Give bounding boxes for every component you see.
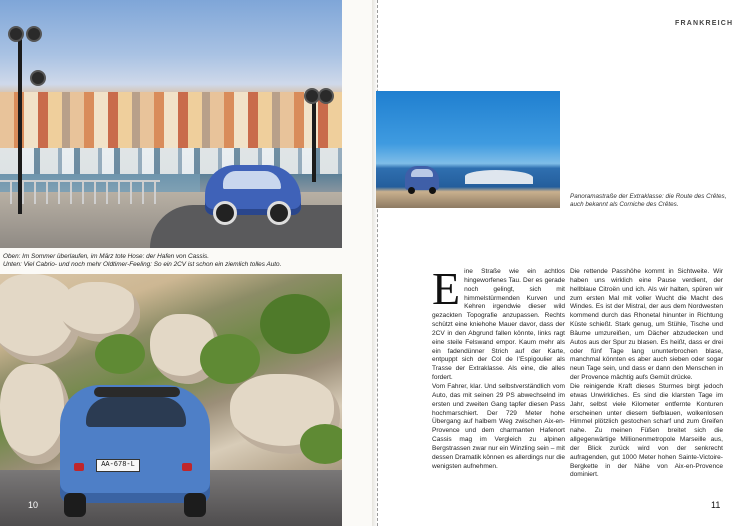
harbour-boats (0, 148, 342, 174)
page-number-right: 11 (711, 500, 721, 510)
coast-photo-caption: Panoramastraße der Extraklasse: die Route des Crêtes, auch bekannt als Corniche des Crêtes. (570, 193, 727, 209)
bush (260, 294, 330, 354)
street-lamp (18, 30, 22, 214)
blue-2cv-rear (60, 385, 210, 503)
islands (465, 170, 533, 184)
left-photo-caption: Oben: Im Sommer überlaufen, im März tote Hose: der Hafen von Cassis. Unten: Viel Cabrio- und noch mehr Oldtimer-Feeling: So ein 2CV ist schon ein ziemlich tolles Auto. (3, 253, 282, 269)
page-divider (377, 0, 378, 526)
page-number-left: 10 (28, 500, 39, 510)
blue-2cv-car (205, 165, 301, 215)
street-lamp (312, 92, 316, 182)
small-2cv-car (405, 166, 439, 190)
bush (95, 334, 145, 374)
car-roof (94, 387, 180, 397)
article-paragraph: Vom Fahrer, klar. Und selbstverständlich vom Auto, das mit seinen 29 PS abwechselnd im ersten und zweiten Gang tapfer diesen Pass hochmarschiert. Der 729 Meter hohe Übergang auf halbem Weg zwischen Aix-en-Provence und dem charmanten Hafenort Cassis mag im Vergleich zu alpinen Bergstrassen zwar nur ein Winzling sein – mit dessen Dramatik können es allerdings nur die wenigsten aufnehmen. (432, 382, 565, 470)
article-paragraph: ine Straße wie ein achtlos hingeworfenes Tau. Der es gerade noch gelingt, sich mit himmelstürmenden Kurven und Kehren irgendwie dieser wild gezackten Topografie anzupassen. Rechts schützt eine kniehohe Mauer davor, dass der 2CV in den Abgrund fallen könnte, links ragt eine steile Felswand empor. Kaum mehr als ein fadendünner Strich auf der Karte, entpuppt sich der Col de l’Espigoulier als Trasse der Extraklasse. Als eine, die alles fordert. (432, 268, 565, 382)
bush (300, 424, 342, 464)
coast-photo (376, 91, 560, 208)
article-paragraph: Die reinigende Kraft dieses Sturmes birgt jedoch etwas Unwirkliches. Es sind die klarsten Tage im Jahr, selbst viele Kilometer entfernte Konturen erscheinen unter diesem tiefblauen, wolkenlosen Himmel plötzlich gestochen scharf und zum Greifen nahe. Zu meinen Füßen breitet sich die allgegenwärtige Millionenmetropole Marseille aus, der Blick zurück wird von der senkrecht aufragenden, gut 1000 Meter hohen Sainte-Victoire-Bergkette in der Nähe von Aix-en-Provence dominiert. (570, 382, 723, 479)
lamp-head (8, 26, 24, 42)
drop-cap: E (432, 263, 461, 314)
article-paragraph: Die rettende Passhöhe kommt in Sichtweite. Wir haben uns wirklich eine Pause verdient, der hellblaue Citroën und ich. Als wir halten, spüren wir zum ersten Mal mit voller Wucht die Macht des Windes. Es ist der Mistral, der aus dem Nordwesten kommend durch das Rhonetal hinunter in Richtung Küste schießt. Stark genug, um Stühle, Tische und Bäume umzureißen, um Dächer abzudecken und Autos aus der Spur zu blasen. Es heißt, dass er drei oder fünf Tage lang ununterbrochen blase, manchmal könnten es aber auch sieben oder sogar neun Tage sein, und dass er dann den Menschen in der Provence mächtig aufs Gemüt drücke. (570, 268, 723, 382)
car-rear-window (86, 397, 186, 427)
harbour-houses (0, 92, 342, 148)
harbour-railing (0, 180, 160, 204)
article-column-2 (570, 268, 723, 480)
harbour-photo (0, 0, 342, 248)
tail-light (182, 463, 192, 471)
lamp-head (26, 26, 42, 42)
tail-light (74, 463, 84, 471)
article-column-1 (432, 263, 565, 471)
rear-wheel (184, 493, 206, 517)
lamp-head (318, 88, 334, 104)
bush (200, 334, 260, 384)
running-head: FRANKREICH (675, 20, 734, 27)
lamp-head (30, 70, 46, 86)
rear-wheel (64, 493, 86, 517)
license-plate: AA-678-L (96, 459, 140, 472)
